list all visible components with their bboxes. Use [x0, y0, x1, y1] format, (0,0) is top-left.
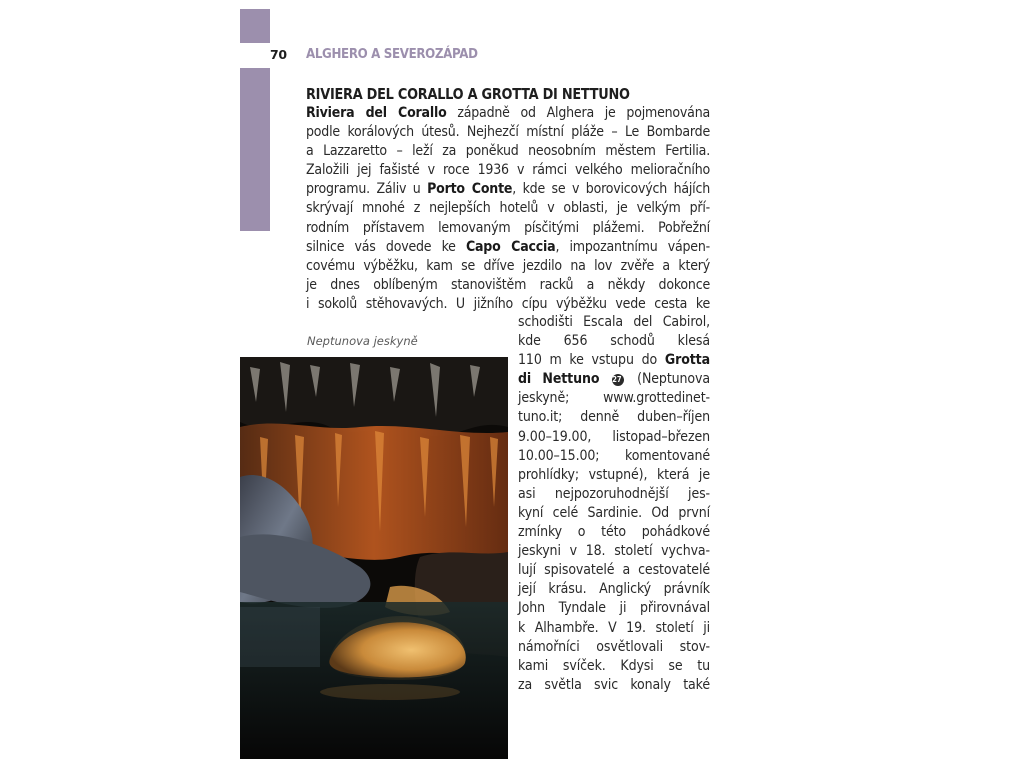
map-marker-icon: 27 [612, 374, 624, 386]
text-line: kyní celé Sardinie. Od první [518, 504, 710, 521]
text-line: asi nejpozoruhodnější jes- [518, 485, 710, 502]
text-line: tuno.it; denně duben–říjen [518, 409, 710, 426]
chapter-tab-top [240, 9, 270, 43]
text-line: kami svíček. Kdysi se tu [518, 657, 710, 674]
text-line: 110 m ke vstupu do Grotta [518, 352, 710, 369]
text-line: i sokolů stěhovavých. U jižního cípu výběžku vede cesta ke [306, 295, 710, 312]
text-line: je dnes oblíbeným stanovištěm racků a někdy dokonce [306, 276, 710, 293]
text-line: schodišti Escala del Cabirol, [518, 314, 710, 330]
cave-illustration [240, 357, 508, 759]
text-line: kde 656 schodů klesá [518, 333, 710, 350]
text-line: Riviera del Corallo západně od Alghera je pojmenována [306, 105, 710, 121]
text-line: lují spisovatelé a cestovatelé [518, 562, 710, 579]
text-line: za světla svic konaly také [518, 676, 710, 693]
text-line: její krásu. Anglický právník [518, 581, 710, 598]
text-line: k Alhambře. V 19. století ji [518, 619, 710, 636]
text-line: námořníci osvětlovali stov- [518, 638, 710, 655]
text-line: di Nettuno 27 (Neptunova [518, 371, 711, 388]
page-number: 70 [270, 47, 287, 62]
text-line: a Lazzaretto – leží za poněkud neosobním městem Fertilia. [306, 143, 710, 160]
body-text-wide [306, 104, 710, 314]
photo-caption: Neptunova jeskyně [307, 334, 418, 348]
text-line: covému výběžku, kam se dříve jezdilo na lov zvěře a který [306, 257, 710, 274]
body-text-narrow [518, 313, 710, 695]
text-line: John Tyndale ji přirovnával [518, 600, 710, 617]
cave-photo [240, 357, 508, 759]
text-line: jeskyni v 18. století vychva- [518, 543, 710, 560]
section-title: RIVIERA DEL CORALLO A GROTTA DI NETTUNO [306, 85, 630, 103]
chapter-tab-side [240, 68, 270, 231]
text-line: programu. Záliv u Porto Conte, kde se v borovicových hájích [306, 181, 710, 198]
text-line: rodním přístavem lemovaným písčitými plážemi. Pobřežní [306, 219, 710, 236]
text-line: 9.00–19.00, listopad–březen [518, 428, 710, 445]
text-line: Založili jej fašisté v roce 1936 v rámci velkého melioračního [306, 162, 710, 179]
text-line: silnice vás dovede ke Capo Caccia, impozantnímu vápen- [306, 238, 710, 255]
text-line: prohlídky; vstupné), která je [518, 466, 710, 483]
text-line: podle korálových útesů. Nejhezčí místní pláže – Le Bombarde [306, 124, 710, 141]
text-line: zmínky o této pohádkové [518, 524, 710, 541]
running-head: ALGHERO A SEVEROZÁPAD [306, 46, 478, 62]
text-line: 10.00–15.00; komentované [518, 447, 710, 464]
text-line: skrývají mnohé z nejlepších hotelů v oblasti, je velkým pří- [306, 200, 710, 217]
text-line: jeskyně; www.grottedinet- [518, 390, 710, 407]
